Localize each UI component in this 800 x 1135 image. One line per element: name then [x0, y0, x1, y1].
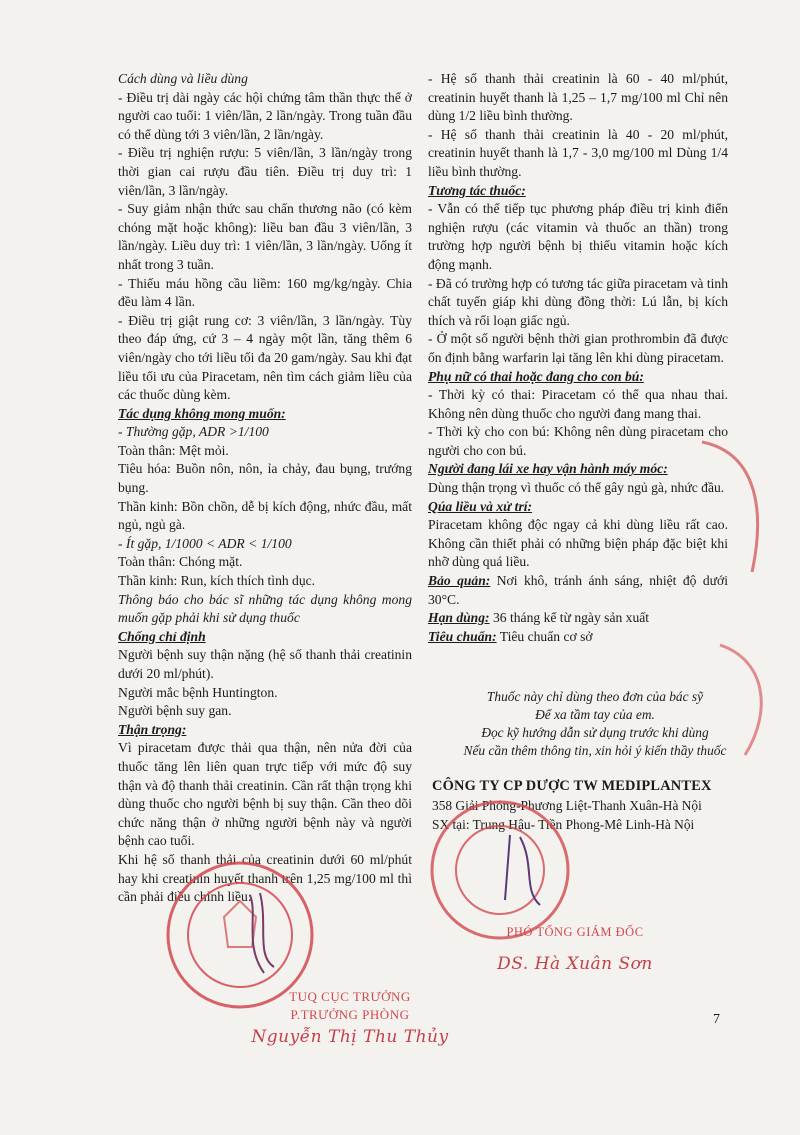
paragraph: Người bệnh suy gan. [118, 703, 232, 719]
paragraph: Thần kinh: Bồn chồn, dễ bị kích động, nhức đầu, mất ngủ, ngủ gà. [118, 498, 412, 533]
page-number: 7 [713, 1012, 720, 1027]
section-heading: Phụ nữ có thai hoặc đang cho con bú: [428, 368, 644, 384]
director-title: PHÓ TỔNG GIÁM ĐỐC [506, 925, 644, 939]
paragraph: - Vẫn có thể tiếp tục phương pháp điều trị kinh điển nghiện rượu (các vitamin và thuốc an thần) trong trường hợp người bệnh bị thiếu vitamin hoặc kích động mạnh. [428, 201, 728, 272]
note-line: Đọc kỹ hướng dẫn sử dụng trước khi dùng [481, 725, 709, 740]
paragraph: Khi hệ số thanh thải của creatinin dưới 60 ml/phút hay khi creatinin huyết thanh trên 1,25 mg/100 ml thì cần phải điều chỉnh liều: [118, 851, 412, 905]
paragraph: - Thời kỳ có thai: Piracetam có thể qua nhau thai. Không nên dùng thuốc cho người đang mang thai. [428, 387, 728, 421]
paragraph [428, 572, 728, 609]
company-address: 358 Giải Phóng-Phương Liệt-Thanh Xuân-Hà Nội [432, 798, 702, 813]
company-factory: SX tại: Trung Hậu- Tiền Phong-Mê Linh-Hà Nội [432, 817, 695, 832]
paragraph: - Hệ số thanh thải creatinin là 40 - 20 ml/phút, creatinin huyết thanh là 1,7 - 3,0 mg/100 ml Dùng 1/4 liều bình thường. [428, 126, 728, 179]
paragraph: - Điều trị nghiện rượu: 5 viên/lần, 3 lần/ngày trong thời gian cai rượu đầu tiên. Điều trị duy trì: 1 viên/lần, 3 lần/ngày. [118, 145, 412, 198]
paragraph: - Hệ số thanh thải creatinin là 60 - 40 ml/phút, creatinin huyết thanh là 1,25 – 1,7 mg/100 ml Chỉ nên dùng 1/2 liều bình thường. [428, 71, 728, 124]
paragraph: Dùng thận trọng vì thuốc có thể gây ngủ gà, nhức đầu. [428, 480, 725, 496]
official-title-2: P.TRƯỞNG PHÒNG [290, 1007, 410, 1022]
paragraph: - Thời kỳ cho con bú: Không nên dùng piracetam cho người cho con bú. [428, 424, 728, 458]
left-column [118, 70, 412, 907]
director-name: DS. Hà Xuân Sơn [497, 954, 653, 974]
paragraph: Piracetam không độc ngay cả khi dùng liều rất cao. Không cần thiết phải có những biện pháp đặc biệt khi nhỡ dùng quá liều. [428, 517, 728, 570]
paragraph: Toàn thân: Chóng mặt. [118, 554, 243, 570]
company-name: CÔNG TY CP DƯỢC TW MEDIPLANTEX [432, 778, 712, 794]
company-stamp [425, 795, 575, 945]
paragraph: - Điều trị giật rung cơ: 3 viên/lần, 3 lần/ngày. Tùy theo đáp ứng, cứ 3 – 4 ngày một lần, tăng thêm 6 viên/ngày cho tới liều tối đa 20 gam/ngày. Sau khi đạt liều tối ưu của Piracetam, nên tìm cách giảm liều của các thuốc dùng kèm. [118, 312, 412, 403]
paragraph: - Điều trị dài ngày các hội chứng tâm thần thực thể ở người cao tuổi: 1 viên/lần, 2 lần/ngày. Trong tuần đầu có thể dùng tới 3 viên/lần, 2 lần/ngày. [118, 89, 412, 142]
paragraph [428, 609, 728, 628]
section-heading: Chống chỉ định [118, 628, 206, 644]
section-heading: Thận trọng: [118, 721, 187, 737]
section-heading: Tương tác thuốc: [428, 182, 526, 198]
section-heading: Tác dụng không mong muốn: [118, 405, 286, 421]
paragraph: Thần kinh: Run, kích thích tình dục. [118, 573, 316, 589]
paragraph: Vì piracetam được thải qua thận, nên nửa đời của thuốc tăng lên liên quan trực tiếp với mức độ suy thận và độ thanh thải creatinin. Cần rất thận trọng khi dùng thuốc cho người bệnh bị suy thận. Cần theo dõi chức năng thận ở những người bệnh này và người bệnh cao tuổi. [118, 740, 412, 849]
official-title-1: TUQ CỤC TRƯỞNG [289, 989, 411, 1004]
paragraph: - Ít gặp, 1/1000 < ADR < 1/100 [118, 535, 292, 551]
paragraph: Người bệnh suy thận nặng (hệ số thanh thải creatinin dưới 20 ml/phút). [118, 647, 412, 681]
paragraph: - Đã có trường hợp có tương tác giữa piracetam và tinh chất tuyến giáp khi dùng đồng thời: Lú lẫn, bị kích thích và rối loạn giấc ngủ. [428, 275, 728, 328]
paragraph: - Thường gặp, ADR >1/100 [118, 424, 269, 440]
field-value: 36 tháng kể từ ngày sản xuất [489, 610, 650, 626]
note-line: Để xa tầm tay của em. [535, 707, 655, 722]
paragraph: Toàn thân: Mệt mỏi. [118, 442, 229, 458]
paragraph: Người mắc bệnh Huntington. [118, 684, 278, 700]
paragraph: - Suy giảm nhận thức sau chấn thương não (có kèm chóng mặt hoặc không): liều ban đầu 3 viên/lần, 3 lần/ngày. Liều duy trì: 1 viên/lần, 3 lần/ngày. Uống ít nhất trong 3 tuần. [118, 201, 412, 272]
paragraph: Tiêu hóa: Buồn nôn, nôn, ỉa chảy, đau bụng, trướng bụng. [118, 461, 412, 496]
edge-stamp [692, 432, 772, 582]
official-signature-block [245, 988, 455, 1046]
field-label: Tiêu chuẩn: [428, 628, 497, 644]
note-line: Thuốc này chỉ dùng theo đơn của bác sỹ [486, 689, 704, 704]
prescription-note [445, 688, 745, 760]
director-signature-block [480, 925, 670, 974]
paragraph: - Ở một số người bệnh thời gian prothrombin đã được ổn định bằng warfarin lại tăng lên khi dùng piracetam. [428, 331, 728, 365]
paragraph [428, 628, 728, 647]
field-value: Nơi khô, tránh ánh sáng, nhiệt độ dưới 30°C. [428, 573, 728, 607]
paragraph: Thông báo cho bác sĩ những tác dụng không mong muốn gặp phải khi sử dụng thuốc [118, 591, 412, 626]
section-heading: Qúa liều và xử trí: [428, 498, 533, 514]
field-value: Tiêu chuẩn cơ sở [496, 628, 593, 644]
section-heading: Người đang lái xe hay vận hành máy móc: [428, 461, 668, 477]
paragraph: - Thiếu máu hồng cầu liềm: 160 mg/kg/ngày. Chia đều làm 4 lần. [118, 275, 412, 310]
field-label: Hạn dùng: [428, 610, 490, 626]
paragraph: Cách dùng và liều dùng [118, 71, 248, 86]
note-line: Nếu cần thêm thông tin, xin hỏi ý kiến thầy thuốc [463, 743, 727, 758]
right-column [428, 70, 728, 646]
edge-stamp [715, 640, 775, 760]
field-label: Bảo quản: [428, 573, 491, 589]
official-name: Nguyễn Thị Thu Thủy [251, 1027, 449, 1047]
